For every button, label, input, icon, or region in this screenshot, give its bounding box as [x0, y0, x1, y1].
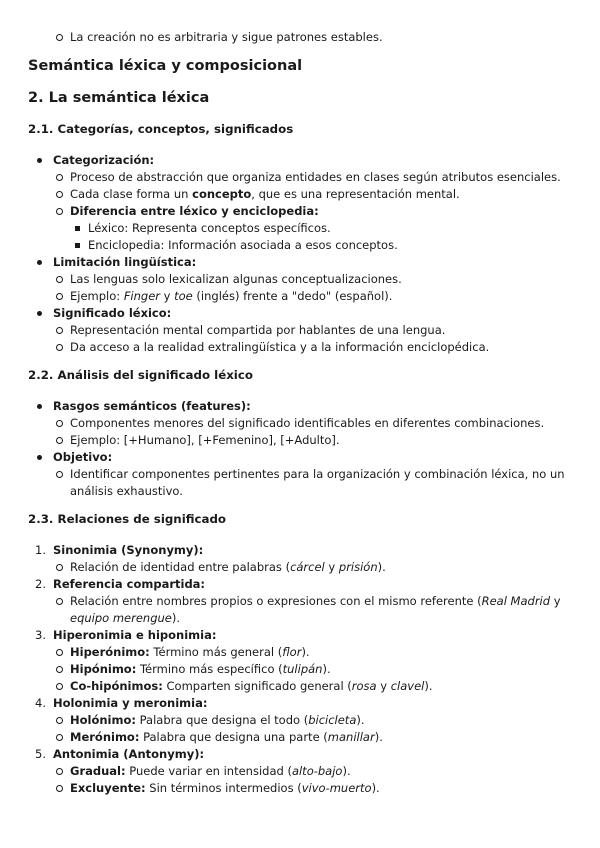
list-number: 1. [35, 543, 46, 557]
circle-bullet-icon [56, 683, 63, 690]
section-heading: 2. La semántica léxica [28, 90, 210, 106]
list-item: Cada clase forma un concepto, que es una representación mental. [70, 187, 460, 201]
circle-bullet-icon [56, 420, 63, 427]
list-item: Representación mental compartida por hablantes de una lengua. [70, 323, 446, 337]
list-item-label: Limitación lingüística: [53, 255, 197, 269]
list-item-continuation: equipo merengue). [70, 611, 181, 625]
disc-bullet-icon [37, 404, 42, 409]
list-item: Hiperónimo: Término más general (flor). [70, 645, 310, 659]
list-item: Las lenguas solo lexicalizan algunas conceptualizaciones. [70, 272, 402, 286]
circle-bullet-icon [56, 34, 63, 41]
list-item-label: Categorización: [53, 153, 155, 167]
circle-bullet-icon [56, 191, 63, 198]
circle-bullet-icon [56, 598, 63, 605]
subsection-heading-2-1: 2.1. Categorías, conceptos, significados [28, 122, 294, 136]
circle-bullet-icon [56, 471, 63, 478]
list-item-label: Rasgos semánticos (features): [53, 399, 251, 413]
circle-bullet-icon [56, 717, 63, 724]
disc-bullet-icon [37, 158, 42, 163]
list-item-continuation: análisis exhaustivo. [70, 484, 183, 498]
disc-bullet-icon [37, 311, 42, 316]
list-number: 5. [35, 747, 46, 761]
list-item: Proceso de abstracción que organiza entidades en clases según atributos esenciales. [70, 170, 561, 184]
circle-bullet-icon [56, 734, 63, 741]
square-bullet-icon [75, 226, 80, 231]
document-title: Semántica léxica y composicional [28, 58, 303, 74]
square-bullet-icon [75, 243, 80, 248]
list-item: Componentes menores del significado identificables en diferentes combinaciones. [70, 416, 545, 430]
list-item: Hipónimo: Término más específico (tulipán). [70, 662, 331, 676]
list-item: Identificar componentes pertinentes para la organización y combinación léxica, no un [70, 467, 565, 481]
circle-bullet-icon [56, 174, 63, 181]
list-item: Ejemplo: [+Humano], [+Femenino], [+Adulto]. [70, 433, 340, 447]
list-item-label: Antonimia (Antonymy): [53, 747, 205, 761]
list-item: Léxico: Representa conceptos específicos. [88, 221, 331, 235]
circle-bullet-icon [56, 437, 63, 444]
circle-bullet-icon [56, 564, 63, 571]
list-item: Ejemplo: Finger y toe (inglés) frente a "dedo" (español). [70, 289, 393, 303]
circle-bullet-icon [56, 768, 63, 775]
list-item-label: Sinonimia (Synonymy): [53, 543, 204, 557]
circle-bullet-icon [56, 666, 63, 673]
list-item: Co-hipónimos: Comparten significado general (rosa y clavel). [70, 679, 433, 693]
list-item-label: Significado léxico: [53, 306, 172, 320]
subsection-heading-2-3: 2.3. Relaciones de significado [28, 512, 226, 526]
circle-bullet-icon [56, 208, 63, 215]
list-item-label: Referencia compartida: [53, 577, 206, 591]
list-item: Relación de identidad entre palabras (cárcel y prisión). [70, 560, 386, 574]
list-item: Excluyente: Sin términos intermedios (vivo-muerto). [70, 781, 380, 795]
list-item: Merónimo: Palabra que designa una parte (manillar). [70, 730, 383, 744]
circle-bullet-icon [56, 276, 63, 283]
circle-bullet-icon [56, 785, 63, 792]
list-item-label: Objetivo: [53, 450, 113, 464]
list-item: La creación no es arbitraria y sigue patrones estables. [70, 30, 383, 44]
subsection-heading-2-2: 2.2. Análisis del significado léxico [28, 368, 253, 382]
list-item: Enciclopedia: Información asociada a esos conceptos. [88, 238, 398, 252]
list-item-label: Diferencia entre léxico y enciclopedia: [70, 204, 319, 218]
list-item: Da acceso a la realidad extralingüística y a la información enciclopédica. [70, 340, 490, 354]
circle-bullet-icon [56, 649, 63, 656]
list-item-label: Hiperonimia e hiponimia: [53, 628, 217, 642]
list-number: 4. [35, 696, 46, 710]
list-item: Relación entre nombres propios o expresiones con el mismo referente (Real Madrid y [70, 594, 561, 608]
circle-bullet-icon [56, 344, 63, 351]
disc-bullet-icon [37, 260, 42, 265]
list-item: Holónimo: Palabra que designa el todo (bicicleta). [70, 713, 365, 727]
circle-bullet-icon [56, 293, 63, 300]
circle-bullet-icon [56, 327, 63, 334]
list-item-label: Holonimia y meronimia: [53, 696, 208, 710]
list-number: 2. [35, 577, 46, 591]
disc-bullet-icon [37, 455, 42, 460]
list-item: Gradual: Puede variar en intensidad (alto-bajo). [70, 764, 351, 778]
list-number: 3. [35, 628, 46, 642]
